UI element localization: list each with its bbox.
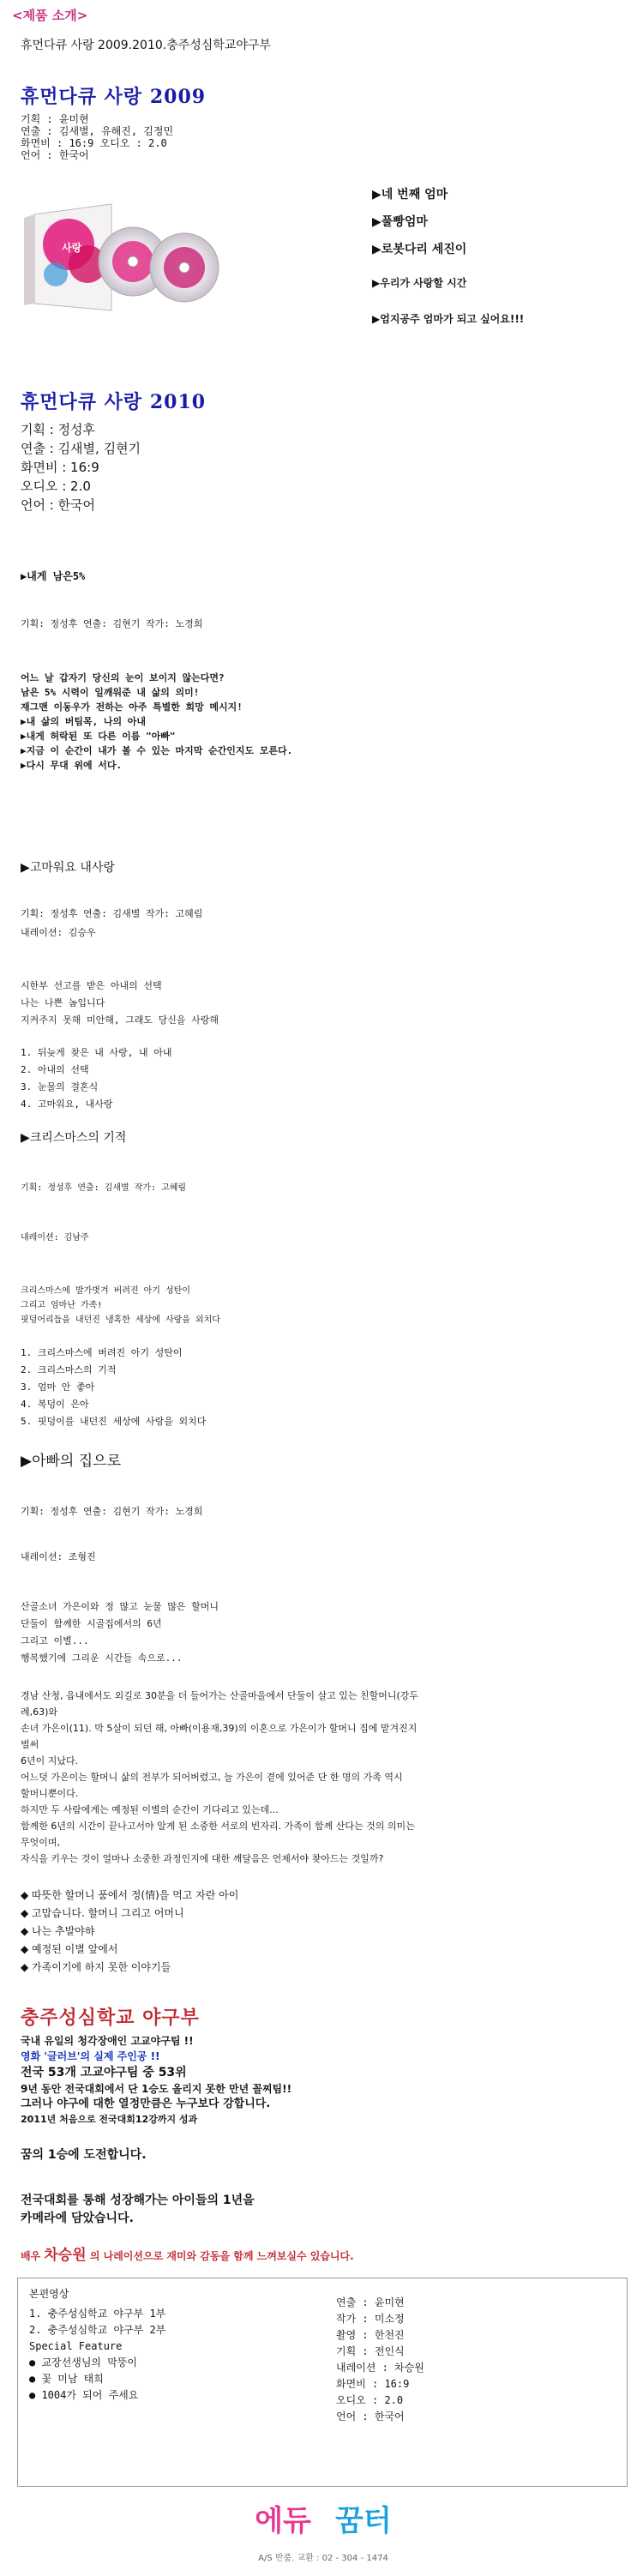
episode-item: ▶로봇다리 세진이 (372, 243, 467, 256)
ep3-staff: 기획: 정성후 연출: 김새별 작가: 고혜림 (21, 1183, 187, 1193)
credit-line: 기획 : 전인식 (336, 2345, 405, 2357)
desc-line: 지켜주지 못해 미안해, 그래도 당신을 사랑해 (21, 1014, 219, 1026)
desc-line: 산골소녀 가은이와 정 많고 눈물 많은 할머니 (21, 1601, 219, 1612)
baseball-line: 그러나 야구에 대한 열정만큼은 누구보다 강합니다. (21, 2098, 271, 2110)
contents-credits (336, 2295, 424, 2425)
dvd-2010-title: 휴먼다큐 사랑 2010 (21, 391, 207, 413)
narrator-prefix: 배우 (21, 2250, 45, 2262)
logo-text-part2: 꿈터 (335, 2504, 392, 2538)
dvd-2009-title: 휴먼다큐 사랑 2009 (21, 86, 207, 108)
ep2-title: ▶고마워요 내사랑 (21, 861, 115, 875)
baseball-closing (21, 2192, 255, 2228)
footer-contact: A/S 반품. 교환 : 02 - 304 - 1474 (258, 2554, 388, 2563)
baseball-line: 2011년 처음으로 전국대회12강까지 성과 (21, 2114, 198, 2125)
bullet-line: ◆ 따뜻한 할머니 품에서 정(情)을 먹고 자란 아이 (21, 1889, 239, 1901)
chapter-line: 1. 뒤늦게 찾은 내 사랑, 내 아내 (21, 1047, 172, 1058)
ep2-narration: 내레이션: 김승우 (21, 927, 96, 938)
desc-line: 그리고 이별... (21, 1635, 89, 1646)
credit-line: 화면비 : 16:9 오디오 : 2.0 (21, 137, 167, 149)
credit-line: 작가 : 미소정 (336, 2313, 405, 2325)
narrator-suffix: 의 나레이션으로 재미와 감동을 함께 느껴보실수 있습니다. (86, 2250, 354, 2262)
closing-line: 카메라에 담았습니다. (21, 2212, 134, 2225)
ep4-story (21, 1688, 418, 1867)
credit-line: 언어 : 한국어 (21, 149, 89, 161)
story-line: 하지만 두 사람에게는 예정된 이별의 순간이 기다리고 있는데... (21, 1804, 279, 1815)
ep1-description (21, 671, 292, 773)
story-line: 자식을 키우는 것이 얼마나 소중한 과정인지에 대한 깨달음은 언제서야 찾아드는 것일까? (21, 1853, 384, 1864)
bullet-line: ◆ 고맙습니다. 할머니 그리고 어머니 (21, 1907, 184, 1919)
footer-logo (199, 2497, 448, 2539)
special-item: ● 1004가 되어 주세요 (29, 2389, 139, 2401)
story-line: 손녀 가은이(11). 막 5살이 되던 해, 아빠(이용재,39)의 이혼으로 가은이가 할머니 집에 맡겨진지 (21, 1723, 418, 1734)
credit-line: 연출 : 윤미현 (336, 2296, 405, 2308)
credit-line: 언어 : 한국어 (21, 497, 96, 513)
credit-line: 오디오 : 2.0 (21, 478, 91, 494)
desc-line: 재그맨 이동우가 전하는 아주 특별한 희망 메시지! (21, 701, 243, 713)
ep4-title: ▶아빠의 집으로 (21, 1453, 122, 1470)
contents-list (29, 2286, 165, 2404)
section-label: <제품 소개> (12, 8, 88, 23)
episode-item: ▶엄지공주 엄마가 되고 싶어요!!! (372, 313, 525, 325)
bullet-line: ◆ 나는 추발야햐 (21, 1925, 95, 1937)
chapter-line: 2. 아내의 선택 (21, 1064, 89, 1075)
chapter-line: 3. 눈물의 결혼식 (21, 1081, 99, 1092)
story-line: 벌써 (21, 1739, 39, 1750)
dvd-package-image (17, 197, 240, 317)
desc-line: 남은 5% 시력이 일깨워준 내 삶의 의미! (21, 687, 200, 698)
ep2-chapters (21, 1044, 172, 1113)
desc-line: 행복했기에 그리운 시간들 속으로... (21, 1652, 183, 1664)
credit-line: 오디오 : 2.0 (336, 2394, 404, 2406)
chapter-line: 1. 크리스마스에 버려진 아기 성탄이 (21, 1347, 183, 1358)
dvd-2009-credits (21, 113, 173, 161)
ep3-narration: 내레이션: 김남주 (21, 1233, 89, 1243)
bullet-line: ◆ 가족이기에 하지 못한 이야기들 (21, 1961, 171, 1973)
ep4-narration: 내레이션: 조형진 (21, 1551, 96, 1562)
baseball-dream: 꿈의 1승에 도전합니다. (21, 2148, 147, 2162)
ep2-description (21, 978, 219, 1029)
desc-line: ▶다시 무대 위에 서다. (21, 760, 123, 771)
story-line: 함께한 6년의 시간이 끝나고서야 알게 된 소중한 서로의 빈자리. 가족이 함께 산다는 것의 의미는 (21, 1821, 415, 1832)
credit-line: 기획 : 윤미현 (21, 113, 89, 125)
credit-line: 언어 : 한국어 (336, 2410, 405, 2423)
story-line: 할머니뿐이다. (21, 1788, 79, 1799)
credit-line: 내레이션 : 차승원 (336, 2362, 424, 2374)
chapter-line: 4. 고마워요, 내사랑 (21, 1098, 113, 1110)
dvd-cover-title: 사랑 (62, 242, 82, 254)
ep4-staff: 기획: 정성후 연출: 김현기 작가: 노경희 (21, 1506, 203, 1517)
desc-line: 크리스마스에 발가벗겨 버려진 아기 성탄이 (21, 1286, 190, 1296)
page-subtitle: 휴먼다큐 사랑 2009.2010.충주성심학교야구부 (21, 39, 271, 52)
logo-text-part1: 에듀 (255, 2504, 311, 2538)
episode-item: ▶네 번째 엄마 (372, 188, 448, 202)
bullet-line: ◆ 예정된 이별 앞에서 (21, 1943, 118, 1955)
desc-line: 나는 나쁜 놈입니다 (21, 997, 105, 1008)
desc-line: 그리고 엄마난 가족! (21, 1301, 103, 1310)
contents-item: 2. 충주성심학교 야구부 2부 (29, 2324, 166, 2336)
chapter-line: 2. 크리스마스의 기적 (21, 1364, 117, 1375)
baseball-line: 전국 53개 고교야구팀 중 53위 (21, 2066, 187, 2079)
story-line: 경남 산청, 읍내에서도 외길로 30분을 더 들어가는 산골마을에서 단둘이 살고 있는 친할머니(강두 (21, 1690, 419, 1701)
desc-line: ▶지금 이 순간이 내가 볼 수 있는 마지막 순간인지도 모른다. (21, 745, 293, 756)
story-line: 례,63)와 (21, 1706, 58, 1718)
ep4-description (21, 1598, 219, 1667)
episode-item: ▶우리가 사랑할 시간 (372, 277, 467, 289)
story-line: 6년이 지났다. (21, 1755, 79, 1766)
baseball-movie-line: 영화 '글러브'의 실제 주인공 !! (21, 2050, 160, 2062)
chapter-line: 3. 엄마 안 좋아 (21, 1381, 95, 1393)
baseball-line: 9년 동안 전국대회에서 단 1승도 올리지 못한 만년 꼴찌팀!! (21, 2083, 292, 2095)
episode-item: ▶풀빵엄마 (372, 215, 428, 229)
credit-line: 연출 : 김새별, 유해진, 김정민 (21, 125, 174, 137)
special-item: ● 꽃 미남 태희 (29, 2373, 104, 2385)
credit-line: 촬영 : 한천진 (336, 2329, 405, 2341)
closing-line: 전국대회를 통해 성장해가는 아이들의 1년을 (21, 2194, 255, 2207)
story-line: 무엇이며, (21, 1837, 61, 1848)
chapter-line: 4. 복덩이 은아 (21, 1399, 89, 1410)
desc-line: 시한부 선고를 받은 아내의 선택 (21, 980, 162, 991)
story-line: 어느덧 가은이는 할머니 삶의 전부가 되어버렸고, 늘 가은이 곁에 있어준 단 한 명의 가족 역시 (21, 1772, 403, 1783)
baseball-lines (21, 2065, 291, 2128)
ep3-description (21, 1284, 220, 1327)
baseball-intro: 국내 유일의 청각장애인 고교야구팀 !! (21, 2035, 194, 2047)
contents-item: 1. 충주성심학교 야구부 1부 (29, 2308, 166, 2320)
ep1-staff: 기획: 정성후 연출: 김현기 작가: 노경희 (21, 618, 203, 629)
contents-heading: 본편영상 (29, 2288, 69, 2300)
desc-line: ▶내 삶의 버팀목, 나의 아내 (21, 716, 146, 727)
baseball-title: 충주성심학교 야구부 (21, 2007, 200, 2029)
credit-line: 기획 : 정성후 (21, 422, 96, 437)
credit-line: 연출 : 김새별, 김현기 (21, 441, 141, 456)
special-feature-heading: Special Feature (29, 2340, 123, 2352)
ep3-chapters (21, 1345, 206, 1430)
desc-line: ▶내게 허락된 또 다른 이름 "아빠" (21, 731, 176, 742)
ep3-title: ▶크리스마스의 기적 (21, 1131, 127, 1145)
baseball-narrator-line (21, 2248, 354, 2263)
ep4-bullets (21, 1887, 238, 1977)
dvd-2010-credits (21, 420, 141, 515)
desc-line: 어느 날 갑자기 당신의 눈이 보이지 않는다면? (21, 672, 225, 683)
special-item: ● 교장선생님의 막뚱이 (29, 2356, 138, 2368)
ep1-title: ▶내게 남은5% (21, 570, 86, 582)
narrator-name: 차승원 (44, 2247, 87, 2264)
credit-line: 화면비 : 16:9 (336, 2378, 410, 2390)
desc-line: 단둘이 함께한 시골집에서의 6년 (21, 1618, 162, 1629)
chapter-line: 5. 핏덩이를 내던진 세상에 사랑을 외치다 (21, 1416, 207, 1427)
ep2-staff: 기획: 정성후 연출: 김새별 작가: 고혜림 (21, 908, 203, 919)
credit-line: 화면비 : 16:9 (21, 460, 99, 475)
desc-line: 핏덩어리들을 내던진 냉혹한 세상에 사랑을 외치다 (21, 1315, 220, 1325)
